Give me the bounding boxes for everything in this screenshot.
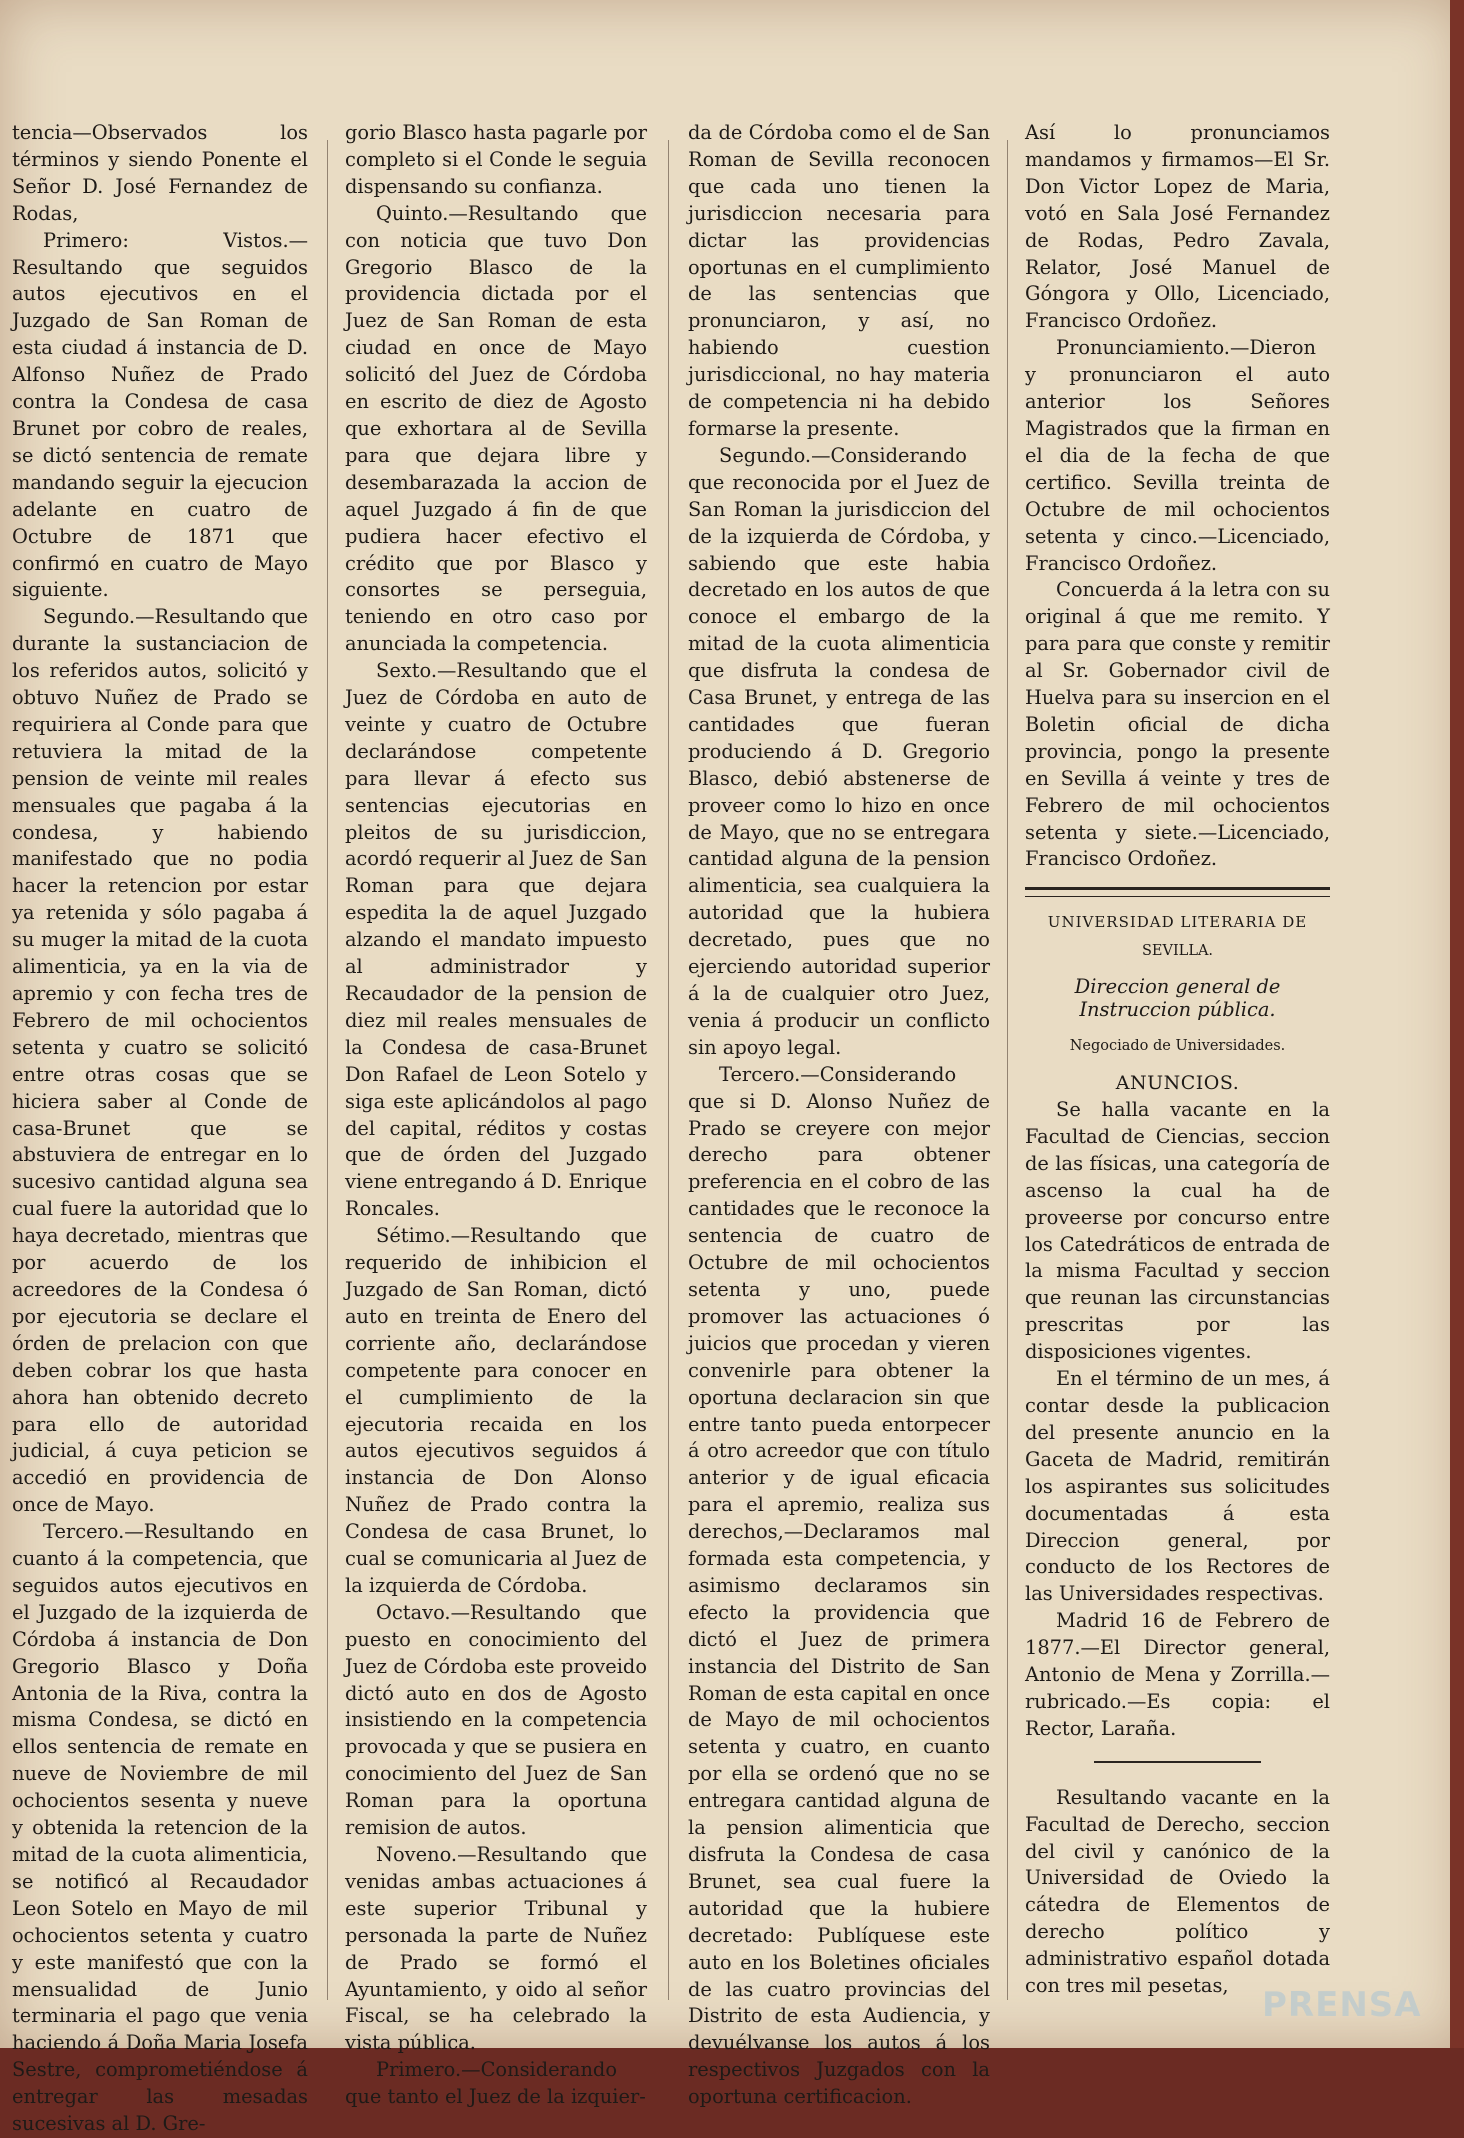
column-rule: [1007, 140, 1008, 2000]
office-heading: Negociado de Universidades.: [1069, 1038, 1286, 1055]
page-edge: [1450, 0, 1464, 2048]
article-paragraph: Noveno.—Resultando que venidas ambas actuaciones á este superior Tribunal y personada la parte de Nuñez de Prado se formó el Ayuntamiento, y oido al señor Fiscal, se ha celebrado la vista pública.: [345, 1843, 647, 2055]
article-paragraph: Concuerda á la letra con su original á que me remito. Y para para que conste y remitir al Sr. Gobernador civil de Huelva para su insercion en el Boletin oficial de dicha provincia, pongo la presente en Sevilla á veinte y tres de Febrero de mil ochocientos setenta y siete.—Licenciado, Francisco Ordoñez.: [1025, 578, 1330, 871]
announcement-body: [1025, 1097, 1330, 1743]
column-3: [688, 120, 990, 2109]
article-paragraph: Octavo.—Resultando que puesto en conocimiento del Juez de Córdoba este proveido dictó auto en dos de Agosto insistiendo en la competencia provocada y que se pusiera en conocimiento del Juez de San Roman para la oportuna remision de autos.: [345, 1600, 647, 1840]
article-paragraph: Primero: Vistos.—Resultando que seguidos autos ejecutivos en el Juzgado de San Roman de esta ciudad á instancia de D. Alfonso Nuñez de Prado contra la Condesa de casa Brunet por cobro de reales, se dictó sentencia de remate mandando seguir la ejecucion adelante en cuatro de Octubre de 1871 que confirmó en cuatro de Mayo siguiente.: [12, 228, 308, 602]
watermark-logo: PRENSA: [1262, 1985, 1422, 2025]
article-paragraph: En el término de un mes, á contar desde la publicacion del presente anuncio en la Gaceta de Madrid, remitirán los aspirantes sus solicitudes documentadas á esta Direccion general, por conducto de los Rectores de las Universidades respectivas.: [1025, 1367, 1330, 1606]
article-paragraph: Sexto.—Resultando que el Juez de Córdoba en auto de veinte y cuatro de Octubre declarándose competente para llevar á efecto sus sentencias ejecutorias en pleitos de su jurisdiccion, acordó requerir al Juez de San Roman para que dejara espedita la de aquel Juzgado alzando el mandato impuesto al administrador y Recaudador de la pension de diez mil reales mensuales de la Condesa de casa-Brunet Don Rafael de Leon Sotelo y siga este aplicándolos al pago del capital, réditos y costas que de órden del Juzgado viene entregando á D. Enrique Roncales.: [345, 659, 647, 1221]
article-paragraph: Pronunciamiento.—Dieron y pronunciaron el auto anterior los Señores Magistrados que la firman en el dia de la fecha de que certifico. Sevilla treinta de Octubre de mil ochocientos setenta y cinco.—Licenciado, Francisco Ordoñez.: [1025, 336, 1330, 575]
column-1: [12, 120, 308, 2136]
city-heading: SEVILLA.: [1141, 943, 1214, 960]
announcements-title: ANUNCIOS.: [1115, 1072, 1240, 1095]
article-paragraph: Se halla vacante en la Facultad de Ciencias, seccion de las físicas, una categoría de ascenso la cual ha de proveerse por concurso entre los Catedráticos de entrada de la misma Facultad y seccion que reunan las circunstancias prescritas por las disposiciones vigentes.: [1025, 1098, 1330, 1364]
article-paragraph: gorio Blasco hasta pagarle por completo si el Conde le seguia dispensando su confianza.: [345, 121, 647, 198]
article-paragraph: Primero.—Considerando que tanto el Juez de la izquier-: [345, 2058, 646, 2109]
university-heading: UNIVERSIDAD LITERARIA DE: [1047, 913, 1308, 932]
short-divider: [1094, 1761, 1262, 1763]
column-4: [1025, 120, 1330, 2030]
article-paragraph: Tercero.—Considerando que si D. Alonso Nuñez de Prado se creyere con mejor derecho para obtener preferencia en el cobro de las cantidades que le reconoce la sentencia de cuatro de Octubre de mil ochocientos setenta y uno, puede promover las actuaciones ó juicios que procedan y vieren convenirle para obtener la oportuna declaracion sin que entre tanto pueda entorpecer á otro acreedor que con título anterior y de igual eficacia para el apremio, realiza sus derechos,—Declaramos mal formada esta competencia, y asimismo declaramos sin efecto la providencia que dictó el Juez de primera instancia del Distrito de San Roman de esta capital en once de Mayo de mil ochocientos setenta y cuatro, en cuanto por ella se ordenó que no se entregara cantidad alguna de la pension alimenticia que disfruta la Condesa de casa Brunet, sea cual fuere la autoridad que la hubiere decretado: Publíquese este auto en los Boletines oficiales de las cuatro provincias del Distrito de esta Audiencia, y devuélvanse los autos á los respectivos Juzgados con la oportuna certificacion.: [688, 1062, 990, 2109]
column-rule: [327, 140, 328, 2000]
final-announcement: Resultando vacante en la Facultad de Derecho, seccion del civil y canónico de la Universidad de Oviedo la cátedra de Elementos de derecho político y administrativo español dotada con tres mil pesetas,: [1025, 1785, 1330, 1998]
article-paragraph: tencia—Observados los términos y siendo Ponente el Señor D. José Fernandez de Rodas,: [12, 121, 308, 225]
article-paragraph: da de Córdoba como el de San Roman de Sevilla reconocen que cada uno tienen la jurisdiccion necesaria para dictar las providencias oportunas en el cumplimiento de las sentencias que pronunciaron, y así, no habiendo cuestion jurisdiccional, no hay materia de competencia ni ha debido formarse la presente.: [688, 121, 990, 440]
article-paragraph: Madrid 16 de Febrero de 1877.—El Director general, Antonio de Mena y Zorrilla.—rubricado.—Es copia: el Rector, Laraña.: [1025, 1609, 1330, 1740]
article-paragraph: Segundo.—Resultando que durante la sustanciacion de los referidos autos, solicitó y obtuvo Nuñez de Prado se requiriera al Conde para que retuviera la mitad de la pension de veinte mil reales mensuales que pagaba á la condesa, y habiendo manifestado que no podia hacer la retencion por estar ya retenida y sólo pagaba á su muger la mitad de la cuota alimenticia, ya en la via de apremio y con fecha tres de Febrero de mil ochocientos setenta y cuatro se solicitó entre otras cosas que se hiciera saber al Conde de casa-Brunet que se abstuviera de entregar en lo sucesivo cantidad alguna sea cual fuere la autoridad que lo haya decretado, mientras que por acuerdo de los acreedores de la Condesa ó por ejecutoria se declare el órden de prelacion con que deben cobrar los que hasta ahora han obtenido decreto para ello de autoridad judicial, á cuya peticion se accedió en providencia de once de Mayo.: [12, 605, 308, 1517]
column-4-resolution: [1025, 120, 1330, 873]
article-paragraph: Sétimo.—Resultando que requerido de inhibicion el Juzgado de San Roman, dictó auto en treinta de Enero del corriente año, declarándose competente para conocer en el cumplimiento de la ejecutoria recaida en los autos ejecutivos seguidos á instancia de Don Alonso Nuñez de Prado contra la Condesa de casa Brunet, lo cual se comunicaria al Juez de la izquierda de Córdoba.: [345, 1224, 647, 1597]
section-divider: [1025, 887, 1330, 897]
article-paragraph: Así lo pronunciamos mandamos y firmamos—El Sr. Don Victor Lopez de Maria, votó en Sala José Fernandez de Rodas, Pedro Zavala, Relator, José Manuel de Góngora y Ollo, Licenciado, Francisco Ordoñez.: [1025, 121, 1330, 333]
direction-heading: Direccion general de Instruccion pública.: [1074, 975, 1281, 1022]
article-paragraph: Tercero.—Resultando en cuanto á la competencia, que seguidos autos ejecutivos en el Juzgado de la izquierda de Córdoba á instancia de Don Gregorio Blasco y Doña Antonia de la Riva, contra la misma Condesa, se dictó en ellos sentencia de remate en nueve de Noviembre de mil ochocientos sesenta y nueve y obtenida la retencion de la mitad de la cuota alimenticia, se notificó al Recaudador Leon Sotelo en Mayo de mil ochocientos setenta y cuatro y este manifestó que con la mensualidad de Junio terminaria el pago que venia haciendo á Doña Maria Josefa Sestre, comprometiéndose á entregar las mesadas sucesivas al D. Gre-: [12, 1520, 308, 2136]
column-rule: [668, 140, 669, 2000]
column-2: [345, 120, 647, 2109]
article-paragraph: Quinto.—Resultando que con noticia que tuvo Don Gregorio Blasco de la providencia dictada por el Juez de San Roman de esta ciudad en once de Mayo solicitó del Juez de Córdoba en escrito de diez de Agosto que exhortara al de Sevilla para que dejara libre y desembarazada la accion de aquel Juzgado á fin de que pudiera hacer efectivo el crédito que por Blasco y consortes se perseguia, teniendo en otro caso por anunciada la competencia.: [345, 201, 647, 656]
article-paragraph: Segundo.—Considerando que reconocida por el Juez de San Roman la jurisdiccion del de la izquierda de Córdoba, y sabiendo que este habia decretado en los autos de que conoce el embargo de la mitad de la cuota alimenticia que disfruta la condesa de Casa Brunet, y entrega de las cantidades que fueran produciendo á D. Gregorio Blasco, debió abstenerse de proveer como lo hizo en once de Mayo, que no se entregara cantidad alguna de la pension alimenticia, sea cualquiera la autoridad que la hubiera decretado, pues que no ejerciendo autoridad superior á la de cualquier otro Juez, venia á producir un conflicto sin apoyo legal.: [688, 443, 990, 1059]
